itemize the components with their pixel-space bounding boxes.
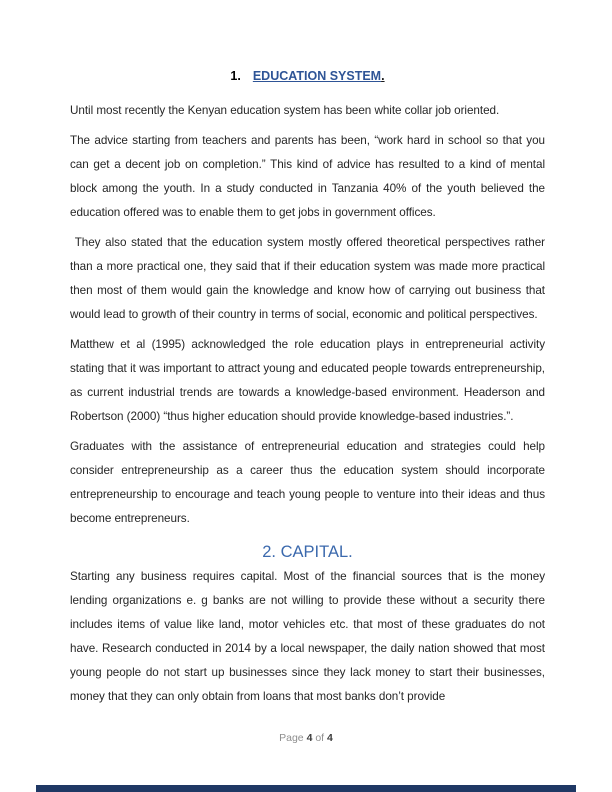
footer-total-pages: 4 — [327, 732, 333, 744]
footer-bar — [36, 785, 576, 792]
footer-current-page: 4 — [306, 732, 313, 744]
section-1-heading-link[interactable]: EDUCATION SYSTEM — [252, 69, 382, 83]
section-2-heading: 2. CAPITAL. — [262, 543, 353, 561]
paragraph-1: Until most recently the Kenyan education system has been white collar job oriented. — [70, 104, 500, 117]
footer-page-label: Page — [279, 732, 304, 744]
section-1-heading — [70, 66, 545, 86]
page-footer — [0, 732, 612, 744]
paragraph-4: Matthew et al (1995) acknowledged the role education plays in entrepreneurial activity stating that it was important to attract young and educated people towards entrepreneurship, as current industrial trends are towards a knowledge-based environment. Headerson and Robertson (2000) “thus higher education should provide knowledge-based industries.”. — [70, 338, 549, 423]
paragraph-5: Graduates with the assistance of entrepreneurial education and strategies could help consider entrepreneurship as a career thus the education system should incorporate entrepreneurship to encourage and teach young people to venture into their ideas and thus become entrepreneurs. — [70, 440, 549, 525]
paragraph-3: They also stated that the education system mostly offered theoretical perspectives rather than a more practical one, they said that if their education system was made more practical then most of them would gain the knowledge and know how of carrying out business that would lead to growth of their country in terms of social, economic and political perspectives. — [70, 236, 549, 321]
footer-of-label: of — [315, 732, 325, 744]
paragraph-6: Starting any business requires capital. Most of the financial sources that is the money lending organizations e. g banks are not willing to provide these without a security there includes items of value like land, motor vehicles etc. that most of these graduates do not have. Research conducted in 2014 by a local newspaper, the daily nation showed that most young people do not start up businesses since they lack money to start their businesses, money that they can only obtain from loans that most banks don’t provide — [70, 570, 549, 703]
section-1-heading-number: 1. — [230, 69, 241, 83]
paragraph-2: The advice starting from teachers and parents has been, “work hard in school so that you can get a decent job on completion.” This kind of advice has resulted to a kind of mental block among the youth. In a study conducted in Tanzania 40% of the youth believed the education offered was to enable them to get jobs in government offices. — [70, 134, 549, 219]
section-1-heading-period: . — [381, 69, 385, 83]
